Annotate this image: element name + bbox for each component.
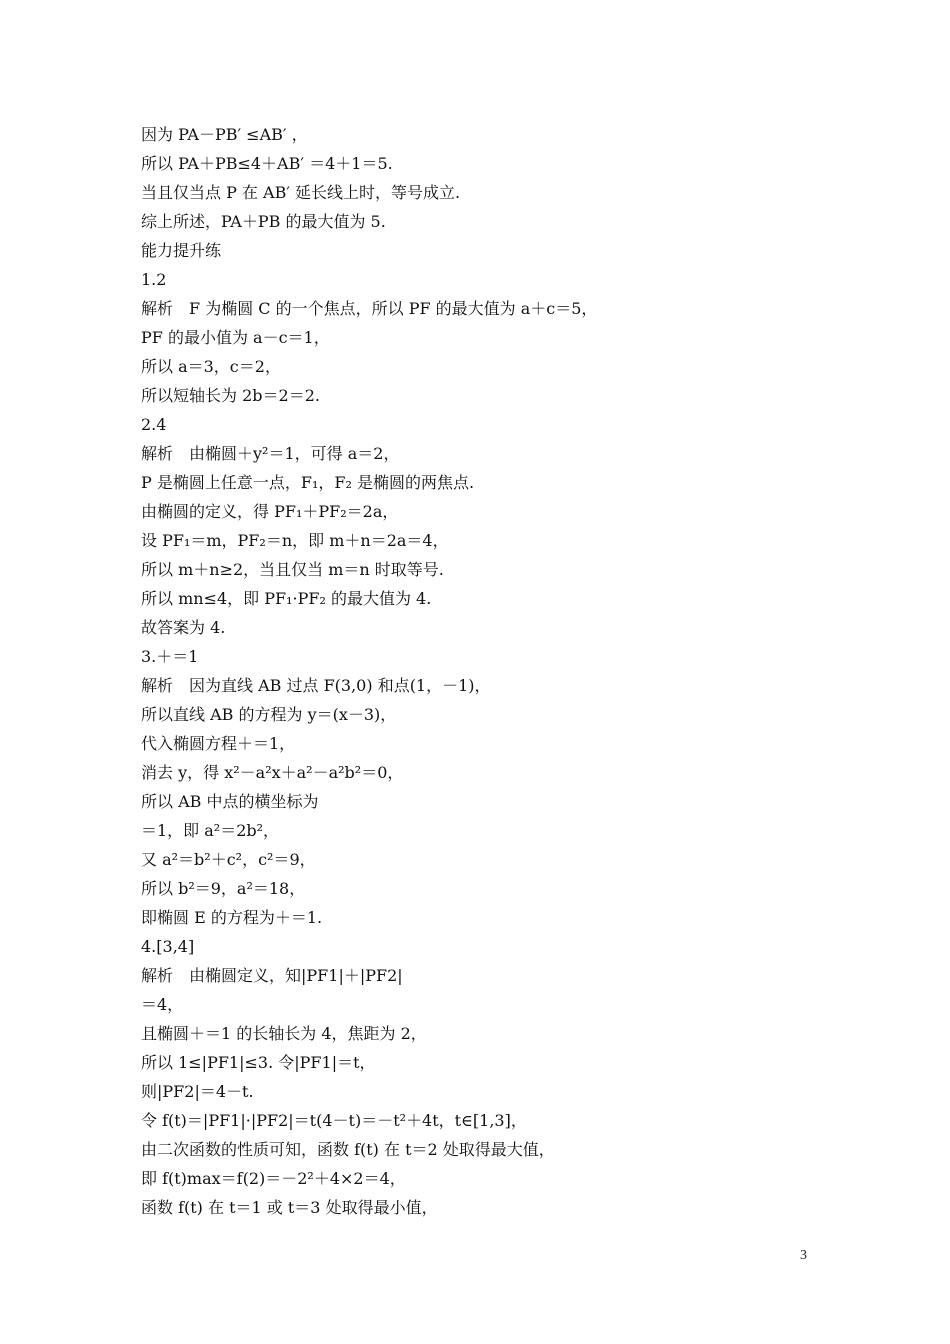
text-line: 则|PF2|＝4－t. — [141, 1082, 254, 1101]
text-line: 消去 y，得 x²－a²x＋a²－a²b²＝0， — [141, 763, 404, 782]
text-line: 所以 1≤|PF1|≤3. 令|PF1|＝t， — [141, 1053, 376, 1072]
text-line: 解析 由椭圆＋y²＝1，可得 a＝2， — [141, 444, 400, 463]
text-line: 设 PF₁＝m，PF₂＝n，即 m＋n＝2a＝4， — [141, 531, 449, 550]
text-line: 当且仅当点 P 在 AB′ 延长线上时，等号成立. — [141, 183, 461, 202]
text-line: 所以短轴长为 2b＝2＝2. — [141, 386, 320, 405]
text-line: 所以 AB 中点的横坐标为 — [141, 792, 319, 811]
text-line: 所以 mn≤4，即 PF₁·PF₂ 的最大值为 4. — [141, 589, 432, 608]
text-line: 函数 f(t) 在 t＝1 或 t＝3 处取得最小值， — [141, 1198, 438, 1217]
answer-number: 2.4 — [141, 415, 167, 434]
text-line: 所以直线 AB 的方程为 y＝(x－3)， — [141, 705, 397, 724]
text-line: PF 的最小值为 a－c＝1， — [141, 328, 330, 347]
text-line: 即椭圆 E 的方程为＋＝1. — [141, 908, 323, 927]
text-line: 因为 PA－PB′ ≤AB′ ， — [141, 125, 308, 144]
text-line: ＝1，即 a²＝2b²， — [141, 821, 280, 840]
text-line: 由椭圆的定义，得 PF₁＋PF₂＝2a， — [141, 502, 399, 521]
text-line: 综上所述，PA＋PB 的最大值为 5. — [141, 212, 386, 231]
text-body — [141, 120, 821, 1222]
text-line: 即 f(t)max＝f(2)＝－2²＋4×2＝4， — [141, 1169, 406, 1188]
text-line: 所以 PA＋PB≤4＋AB′ ＝4＋1＝5. — [141, 154, 393, 173]
text-line: 解析 F 为椭圆 C 的一个焦点，所以 PF 的最大值为 a＋c＝5， — [141, 299, 598, 318]
text-line: 且椭圆＋＝1 的长轴长为 4，焦距为 2， — [141, 1024, 427, 1043]
text-line: 解析 由椭圆定义，知|PF1|＋|PF2| — [141, 966, 403, 985]
text-line: 由二次函数的性质可知，函数 f(t) 在 t＝2 处取得最大值， — [141, 1140, 555, 1159]
text-line: 所以 b²＝9，a²＝18， — [141, 879, 306, 898]
text-line: 故答案为 4. — [141, 618, 226, 637]
answer-number: 4.[3,4] — [141, 937, 195, 956]
text-line: 代入椭圆方程＋＝1， — [141, 734, 296, 753]
answer-number: 3.＋＝1 — [141, 647, 199, 666]
text-line: 解析 因为直线 AB 过点 F(3,0) 和点(1，－1)， — [141, 676, 491, 695]
text-line: P 是椭圆上任意一点，F₁，F₂ 是椭圆的两焦点. — [141, 473, 475, 492]
text-line: 令 f(t)＝|PF1|·|PF2|＝t(4－t)＝－t²＋4t，t∈[1,3]， — [141, 1111, 527, 1130]
text-line: ＝4， — [141, 995, 184, 1014]
text-line: 所以 m＋n≥2，当且仅当 m＝n 时取等号. — [141, 560, 444, 579]
section-heading: 能力提升练 — [141, 241, 222, 260]
page-number: 3 — [800, 1248, 807, 1263]
text-line: 又 a²＝b²＋c²，c²＝9， — [141, 850, 316, 869]
answer-number: 1.2 — [141, 270, 167, 289]
text-line: 所以 a＝3，c＝2， — [141, 357, 281, 376]
